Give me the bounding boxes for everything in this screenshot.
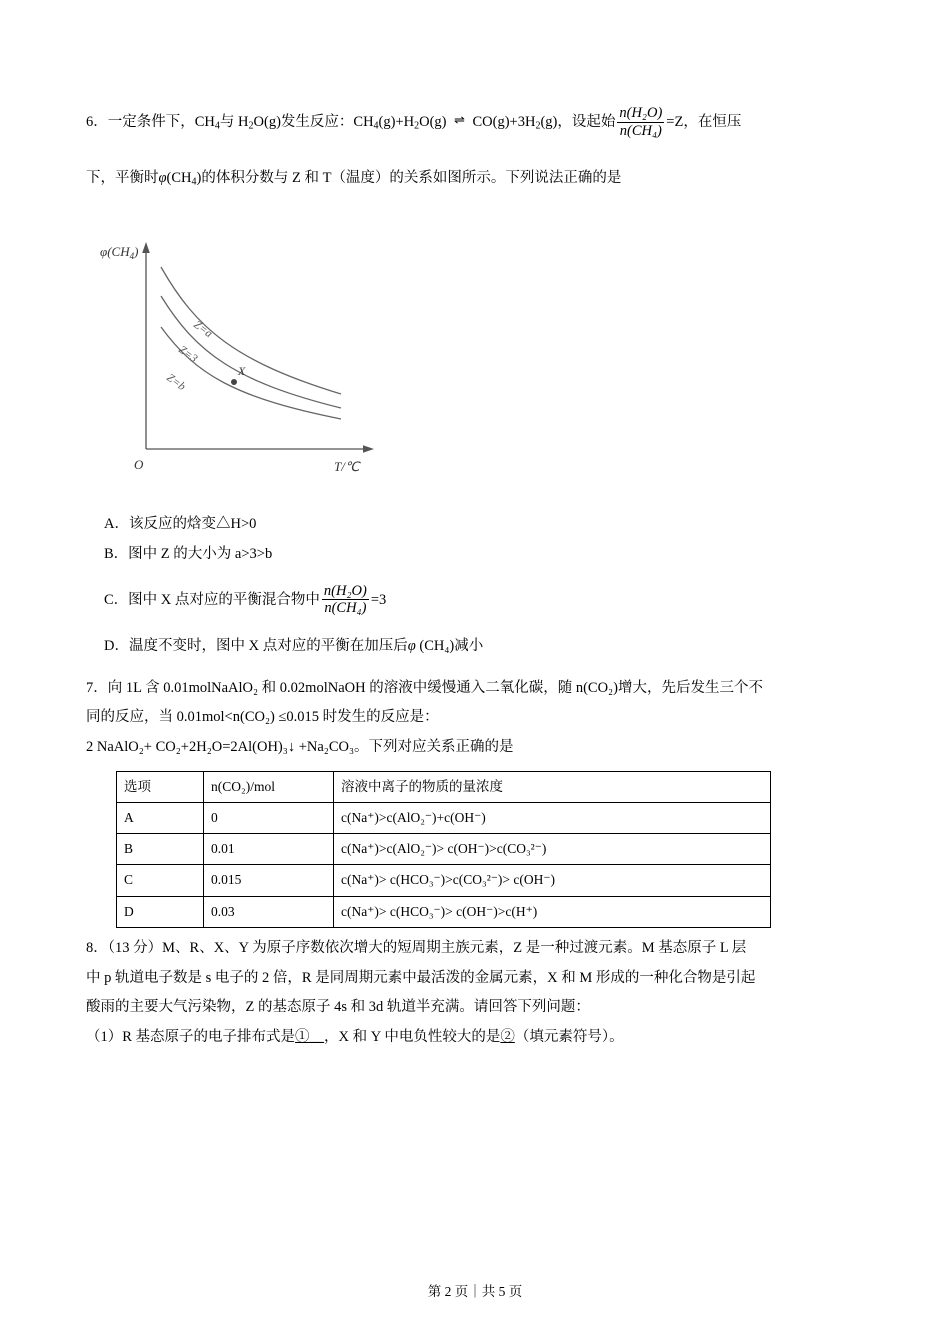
table-header-option: 选项 [117,771,204,802]
q6-stem-a: 一定条件下，CH [107,114,215,130]
q6-option-d-phi: φ [407,637,416,654]
q6-option-c-fraction [322,583,369,617]
table-row [117,896,771,927]
chart-legend-zb: Z=b [164,371,188,394]
q6-line2-b: (CH [166,170,192,187]
q6-phi-symbol: φ [158,170,167,187]
q7-number: 7． [86,679,108,696]
q8-line4-a: （1）R 基态原子的电子排布式是 [86,1029,296,1046]
table-cell-nco2: 0 [204,802,334,833]
q6-sub-5: 2 [535,120,541,132]
q8-line4-b: ，X 和 Y 中电负性较大的是 [324,1029,501,1046]
q8-blank-1[interactable]: ①__ [295,1029,325,1046]
q6-stem-line1 [86,105,864,140]
q6-stem-f: CO(g)+3H [472,114,536,130]
q6-stem-c: O(g)发生反应：CH [253,114,374,130]
q6-number: 6． [86,114,108,130]
table-cell-option: D [117,896,204,927]
q6-line2-c: )的体积分数与 Z 和 T（温度）的关系如图所示。下列说法正确的是 [196,170,622,187]
q6-ratio-numerator: n(H₂O) [619,105,663,121]
q7-answer-table [116,771,771,928]
table-row [117,865,771,896]
q6-ratio-fraction [617,105,664,139]
table-row [117,834,771,865]
q6-stem-e: O(g) [419,114,447,130]
q6-option-c-post: =3 [370,591,387,608]
chart-xlabel: T/℃ [334,459,360,475]
question-6 [86,105,864,194]
equilibrium-chart [86,234,864,484]
q6-option-b: B．图中 Z 的大小为 a>3>b [104,545,273,562]
q6-sub-1: 4 [214,120,220,132]
q7-line2: 同的反应，当 0.01mol<n(CO₂) ≤0.015 时发生的反应是： [86,709,439,726]
chart-svg [86,234,416,484]
q8-number: 8． [86,939,108,956]
q8-line1-text: （13 分）M、R、X、Y 为原子序数依次增大的短周期主族元素，Z 是一种过渡元素。M 基态原子 L 层 [107,939,747,956]
question-8 [86,934,864,1053]
q6-stem-g: (g)，设起始 [540,114,616,130]
q7-line1 [86,674,864,704]
q8-line4-c: （填元素符号）。 [514,1029,624,1046]
q6-option-c [86,584,864,618]
table-cell-concentration: c(Na⁺)>c(AlO₂⁻)> c(OH⁻)>c(CO₃²⁻) [334,834,771,865]
chart-legend-za: Z=a [191,318,215,341]
q6-option-c-numerator: n(H₂O) [323,582,367,599]
q6-sub-2: 2 [248,120,254,132]
chart-origin-label: O [134,457,144,473]
q8-line3: 酸雨的主要大气污染物，Z 的基态原子 4s 和 3d 轨道半充满。请回答下列问题： [86,999,590,1016]
q6-line2-sub: 4 [191,176,197,188]
table-row [117,802,771,833]
chart-legend-z3: Z=3 [176,343,200,366]
chart-annotation-x: X [238,364,246,379]
table-cell-concentration: c(Na⁺)> c(HCO₃⁻)> c(OH⁻)>c(H⁺) [334,896,771,927]
table-header-row [117,771,771,802]
q6-stem-d: (g)+H [378,114,415,130]
table-header-nco2: n(CO₂)/mol [204,771,334,802]
q6-sub-4: 2 [414,120,420,132]
q6-option-c-pre: C．图中 X 点对应的平衡混合物中 [104,591,320,608]
q7-line1-text: 向 1L 含 0.01molNaAlO₂ 和 0.02molNaOH 的溶液中缓慢通入二氧化碳，随 n(CO₂)增大，先后发生三个不 [107,679,763,696]
table-cell-concentration: c(Na⁺)>c(AlO₂⁻)+c(OH⁻) [334,802,771,833]
q6-option-d-pre: D．温度不变时，图中 X 点对应的平衡在加压后 [104,637,408,654]
q8-line4 [86,1023,864,1053]
q6-stem-line2 [86,164,864,194]
table-cell-option: C [117,865,204,896]
page-footer: 第 2 页｜共 5 页 [427,1284,523,1299]
q6-line2-a: 下，平衡时 [86,170,159,187]
q6-stem-b: 与 H [219,114,249,130]
table-cell-option: B [117,834,204,865]
q6-stem-h: =Z，在恒压 [666,114,742,130]
q6-option-d-post: (CH₄)减小 [419,637,484,654]
q6-option-c-denominator: n(CH₄) [322,599,369,617]
q6-ratio-denominator: n(CH₄) [617,122,664,140]
table-cell-nco2: 0.01 [204,834,334,865]
equilibrium-arrow-icon: ⇌ [454,112,465,127]
q6-option-d [86,632,864,662]
q6-options [86,510,864,662]
table-cell-nco2: 0.015 [204,865,334,896]
chart-ylabel: $\varphi(CH_4)$ [100,244,139,262]
table-cell-concentration: c(Na⁺)> c(HCO₃⁻)>c(CO₃²⁻)> c(OH⁻) [334,865,771,896]
q8-blank-2[interactable]: ② [500,1029,515,1046]
q7-line3: 2 NaAlO₂+ CO₂+2H₂O=2Al(OH)₃↓ +Na₂CO₃。下列对应关系正确的是 [86,739,514,755]
table-cell-nco2: 0.03 [204,896,334,927]
question-7 [86,674,864,928]
table-cell-option: A [117,802,204,833]
q8-line2: 中 p 轨道电子数是 s 电子的 2 倍，R 是同周期元素中最活泼的金属元素，X 和 M 形成的一种化合物是引起 [86,969,756,986]
q6-sub-3: 4 [373,120,379,132]
q6-option-a: A．该反应的焓变△H>0 [104,516,257,533]
table-header-concentration: 溶液中离子的物质的量浓度 [334,771,771,802]
q8-line1 [86,934,864,964]
